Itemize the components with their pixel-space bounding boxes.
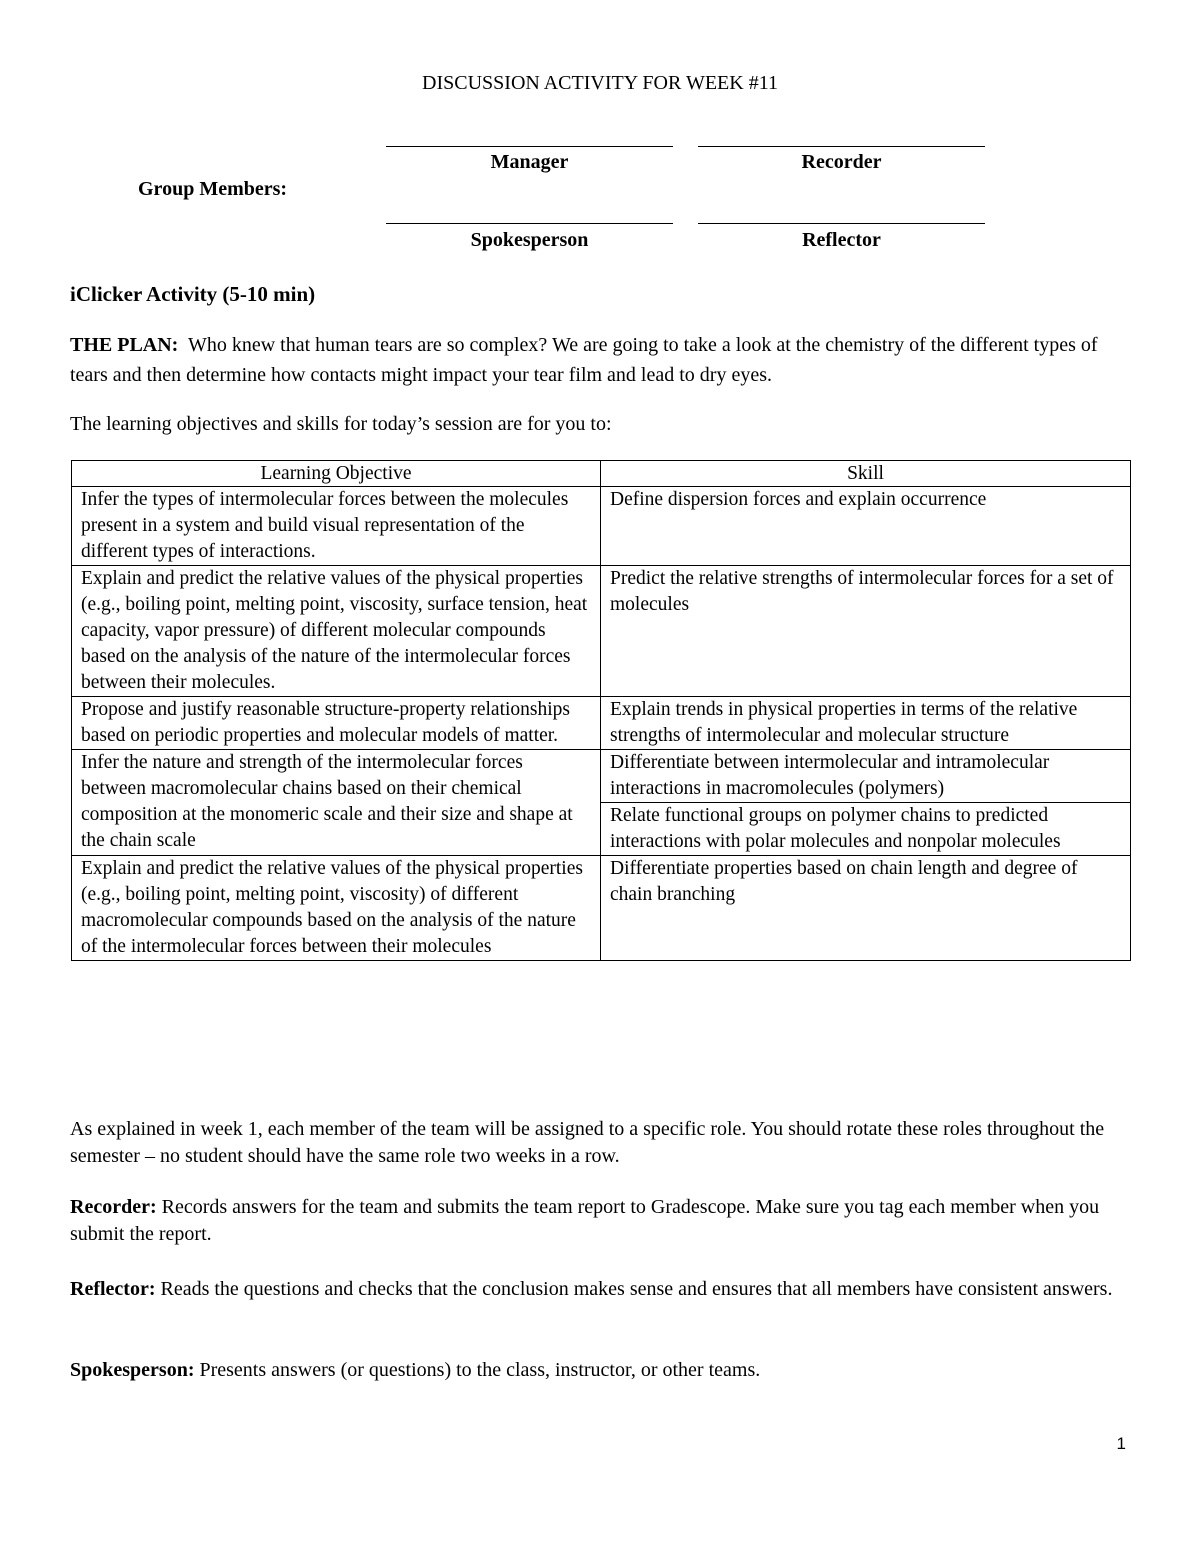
role-recorder: Recorder [801,151,882,173]
signature-line-manager [386,146,673,147]
skill-cell: Relate functional groups on polymer chains to predicted interactions with polar molecules and nonpolar molecules [601,803,1131,856]
recorder-description: Recorder: Records answers for the team and submits the team report to Gradescope. Make sure you tag each member when you submit the report. [70,1196,1100,1245]
objective-cell: Propose and justify reasonable structure-property relationships based on periodic properties and molecular models of matter. [72,697,601,750]
table-header-row [72,461,1131,487]
skill-cell: Define dispersion forces and explain occurrence [601,487,1131,566]
group-members-label: Group Members: [138,178,288,200]
table-row [72,566,1131,697]
spokesperson-description: Spokesperson: Presents answers (or questions) to the class, instructor, or other teams. [70,1359,761,1381]
reflector-label: Reflector: [70,1278,156,1300]
objectives-table [71,460,1131,961]
objective-cell: Infer the types of intermolecular forces between the molecules present in a system and build visual representation of the different types of interactions. [72,487,601,566]
role-reflector: Reflector [802,229,881,251]
role-spokesperson: Spokesperson [470,229,589,251]
skill-cell: Explain trends in physical properties in terms of the relative strengths of intermolecular and molecular structure [601,697,1131,750]
role-manager: Manager [490,151,569,173]
spokesperson-label: Spokesperson: [70,1359,195,1381]
page-number: 1 [1116,1434,1126,1453]
table-row [72,856,1131,961]
objective-cell: Explain and predict the relative values of the physical properties (e.g., boiling point, melting point, viscosity, surface tension, heat capacity, vapor pressure) of different molecular compounds based on the analysis of the nature of the intermolecular forces between their molecules. [72,566,601,697]
plan-label: THE PLAN: [70,334,179,356]
activity-heading: iClicker Activity (5-10 min) [70,282,316,306]
objective-cell: Infer the nature and strength of the intermolecular forces between macromolecular chains based on their chemical composition at the monomeric scale and their size and shape at the chain scale [72,750,601,856]
plan-paragraph [70,330,1130,390]
roles-intro: As explained in week 1, each member of the team will be assigned to a specific role. You should rotate these roles throughout the semester – no student should have the same role two weeks in a row. [70,1118,1105,1167]
signature-line-reflector [698,223,985,224]
table-row [72,750,1131,803]
header-skill: Skill [601,461,1131,487]
skill-cell: Predict the relative strengths of intermolecular forces for a set of molecules [601,566,1131,697]
reflector-description: Reflector: Reads the questions and checks that the conclusion makes sense and ensures that all members have consistent answers. [70,1278,1113,1300]
signature-line-spokesperson [386,223,673,224]
plan-text: Who knew that human tears are so complex? We are going to take a look at the chemistry of the different types of tears and then determine how contacts might impact your tear film and lead to dry eyes. [70,334,1098,386]
header-learning-objective: Learning Objective [72,461,601,487]
table-row [72,487,1131,566]
recorder-label: Recorder: [70,1196,157,1218]
page-title: DISCUSSION ACTIVITY FOR WEEK #11 [422,72,778,94]
table-row [72,697,1131,750]
skill-cell: Differentiate properties based on chain length and degree of chain branching [601,856,1131,961]
signature-line-recorder [698,146,985,147]
skill-cell: Differentiate between intermolecular and intramolecular interactions in macromolecules (polymers) [601,750,1131,803]
objective-cell: Explain and predict the relative values of the physical properties (e.g., boiling point, melting point, viscosity) of different macromolecular compounds based on the analysis of the nature of the intermolecular forces between their molecules [72,856,601,961]
objectives-intro: The learning objectives and skills for today’s session are for you to: [70,413,612,435]
